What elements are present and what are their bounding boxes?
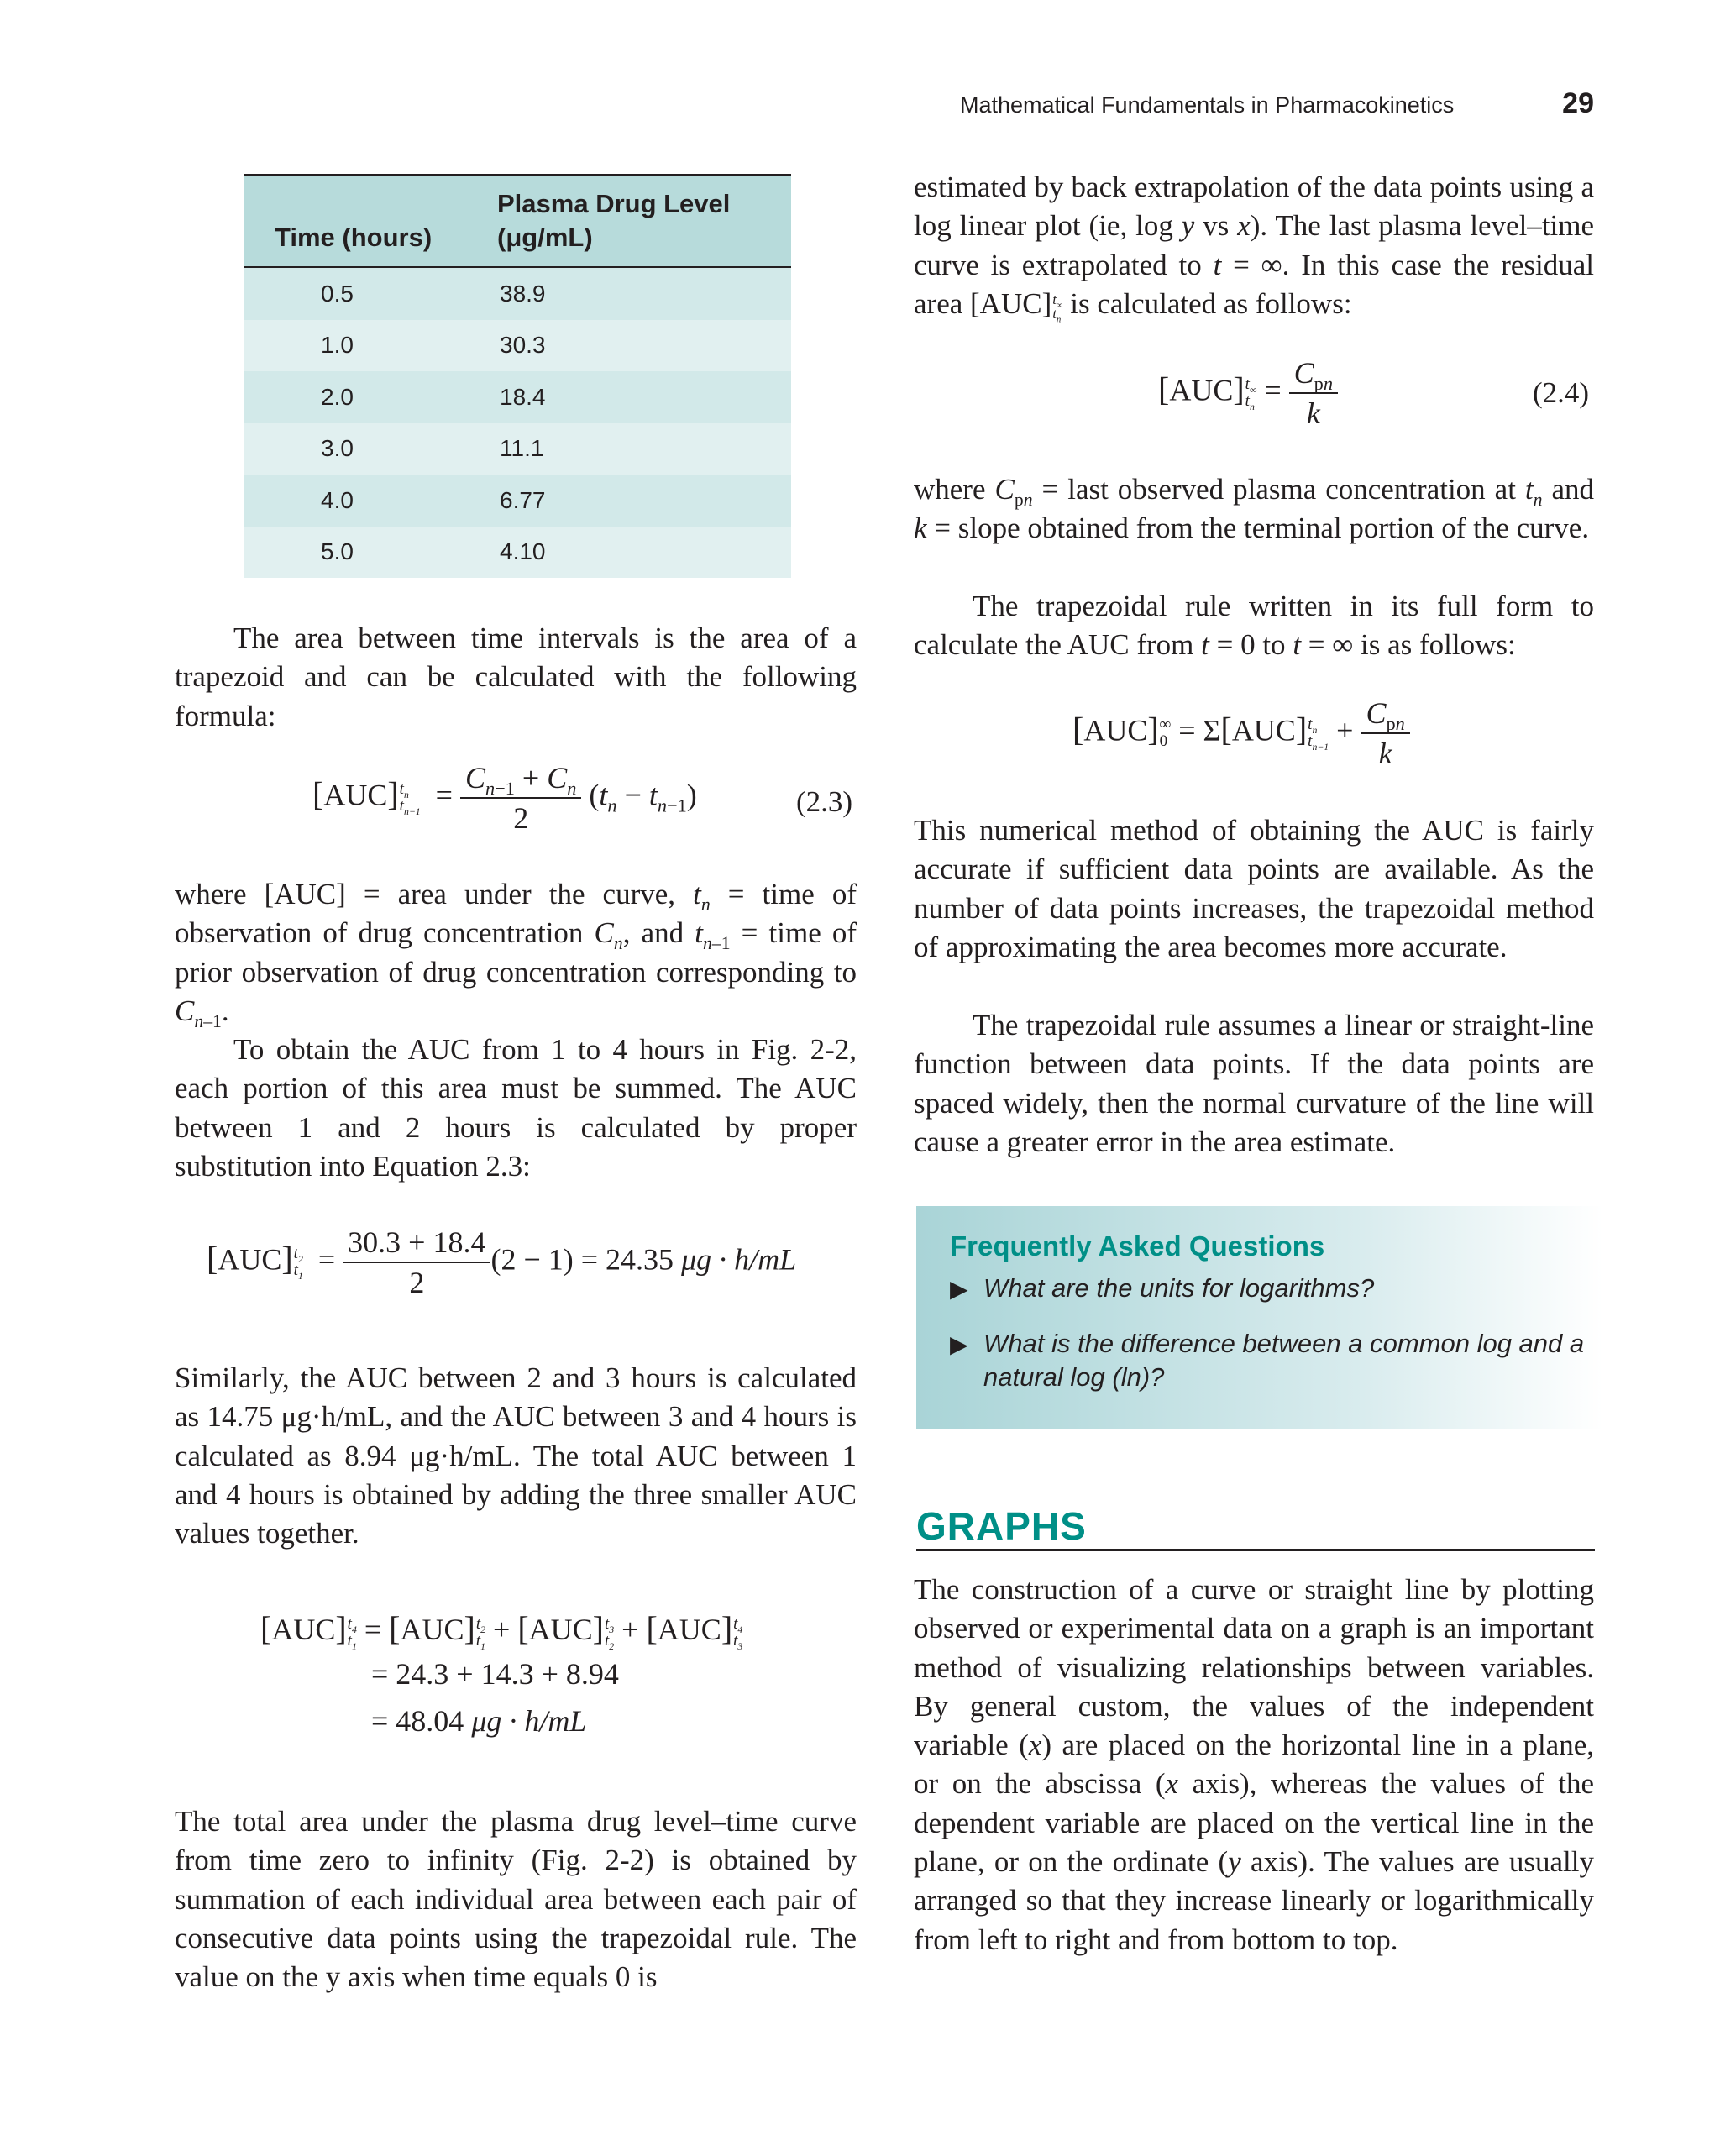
equation-2-3-number: (2.3) <box>796 785 853 818</box>
table-cell-level: 30.3 <box>497 320 791 372</box>
left-paragraph-3: To obtain the AUC from 1 to 4 hours in Fig. 2-2, each portion of this area must be summed. The AUC between 1 and 2 hours is calculated by proper substitution into Equation 2.3: <box>175 1033 857 1183</box>
table-header-level: Plasma Drug Level (μg/mL) <box>497 175 791 267</box>
table-cell-time: 0.5 <box>244 267 497 320</box>
running-title: Mathematical Fundamentals in Pharmacokinetics <box>960 92 1455 118</box>
equation-auc-sum: [AUC] $t_4$ $t_1$ = [AUC] $t_2$ $t_1$ + [AUC] $t_3$ $t_2$ + [AUC] $t_4$ $t_3$ = 24.3 + 14.3 + 8.94 = 48.04 μg · h/mL <box>260 1609 743 1738</box>
page-number: 29 <box>1562 87 1594 119</box>
table-row <box>244 267 791 320</box>
equation-2-4-number: (2.4) <box>1533 376 1590 409</box>
plasma-level-table <box>244 174 791 578</box>
triangle-bullet-icon: ▶ <box>950 1331 968 1357</box>
table-row <box>244 371 791 423</box>
right-paragraph-5: The trapezoidal rule assumes a linear or straight-line function between data points. If the data points are spaced widely, then the normal curvature of the line will cause a greater error in the area estimate. <box>914 1009 1594 1158</box>
right-paragraph-6: The construction of a curve or straight line by plotting observed or experimental data on a graph is an important method of visualizing relationships between variables. By general custom, the values of the independent variable (x) are placed on the horizontal line in a plane, or on the abscissa (x axis), whereas the values of the dependent variable are placed on the vertical line in the plane, or on the ordinate (y axis). The values are usually arranged so that they increase linearly or logarithmically from left to right and from bottom to top. <box>914 1573 1594 1956</box>
faq-question-2: ▶ What is the difference between a common log and a natural log (ln)? <box>950 1329 1585 1392</box>
running-header <box>960 89 1594 128</box>
table-header-time: Time (hours) <box>244 175 497 267</box>
table-cell-level: 18.4 <box>497 371 791 423</box>
right-paragraph-1: estimated by back extrapolation of the data points using a log linear plot (ie, log y vs x). The last plasma level–time curve is extrapolated to t = ∞. In this case the residual area [AUC] $t_\infty$ $t_n$ is calculated as follows: <box>914 170 1594 325</box>
table-cell-level: 4.10 <box>497 527 791 579</box>
left-paragraph-2: where [AUC] = area under the curve, $t_n$ = time of observation of drug concentration $C_n$, and $t_{n-1}$ = time of prior observation of drug concentration corresponding to $C_{n-1}$. <box>175 878 857 1031</box>
table-cell-level: 6.77 <box>497 475 791 527</box>
table-cell-time: 5.0 <box>244 527 497 579</box>
left-paragraph-4: Similarly, the AUC between 2 and 3 hours is calculated as 14.75 μg·h/mL, and the AUC between 3 and 4 hours is calculated as 8.94 μg·h/mL. The total AUC between 1 and 4 hours is obtained by adding the three smaller AUC values together. <box>175 1361 857 1550</box>
table-row <box>244 423 791 475</box>
right-paragraph-3: The trapezoidal rule written in its full form to calculate the AUC from t = 0 to t = ∞ is as follows: <box>914 590 1594 662</box>
right-paragraph-2: where $C_{pn}$ = last observed plasma concentration at $t_n$ and k = slope obtained from the terminal portion of the curve. <box>914 473 1594 545</box>
table-cell-time: 4.0 <box>244 475 497 527</box>
table-cell-time: 1.0 <box>244 320 497 372</box>
faq-question-1: ▶ What are the units for logarithms? <box>950 1272 1588 1305</box>
table-row <box>244 320 791 372</box>
table-row <box>244 475 791 527</box>
faq-title: Frequently Asked Questions <box>950 1230 1325 1262</box>
equation-2-3: [AUC] $t_n$ $t_{n-1}$ = $\frac{C_{n-1} + C_n}{2}$ $(t_n - t_{n-1})$ <box>312 761 697 835</box>
left-paragraph-1: The area between time intervals is the area of a trapezoid and can be calculated with the following formula: <box>175 622 857 732</box>
faq-box <box>916 1206 1603 1429</box>
equation-2-4: [AUC] $t_\infty$ $t_n$ = $\frac{C_{pn}}{k}$ <box>1158 355 1338 431</box>
equation-auc-0-inf: [AUC] ∞ 0 = Σ[AUC] $t_n$ $t_{n-1}$ + $\frac{C_{pn}}{k}$ <box>1072 695 1410 771</box>
right-paragraph-4: This numerical method of obtaining the AUC is fairly accurate if sufficient data points are available. As the number of data points increases, the trapezoidal method of approximating the area becomes more accurate. <box>914 814 1594 963</box>
table-row <box>244 527 791 579</box>
table-cell-time: 2.0 <box>244 371 497 423</box>
table-header-row <box>244 175 791 267</box>
section-heading-graphs: GRAPHS <box>916 1505 1595 1551</box>
table-cell-level: 38.9 <box>497 267 791 320</box>
triangle-bullet-icon: ▶ <box>950 1276 968 1302</box>
table-cell-time: 3.0 <box>244 423 497 475</box>
equation-auc-1-2: [AUC] $t_2$ $t_1$ = $\frac{30.3 + 18.4}{2}$ (2 − 1) = 24.35 μg · h/mL <box>207 1225 797 1299</box>
left-paragraph-5: The total area under the plasma drug level–time curve from time zero to infinity (Fig. 2-2) is obtained by summation of each individual area between each pair of consecutive data points using the trapezoidal rule. The value on the y axis when time equals 0 is <box>175 1805 857 1994</box>
table-cell-level: 11.1 <box>497 423 791 475</box>
